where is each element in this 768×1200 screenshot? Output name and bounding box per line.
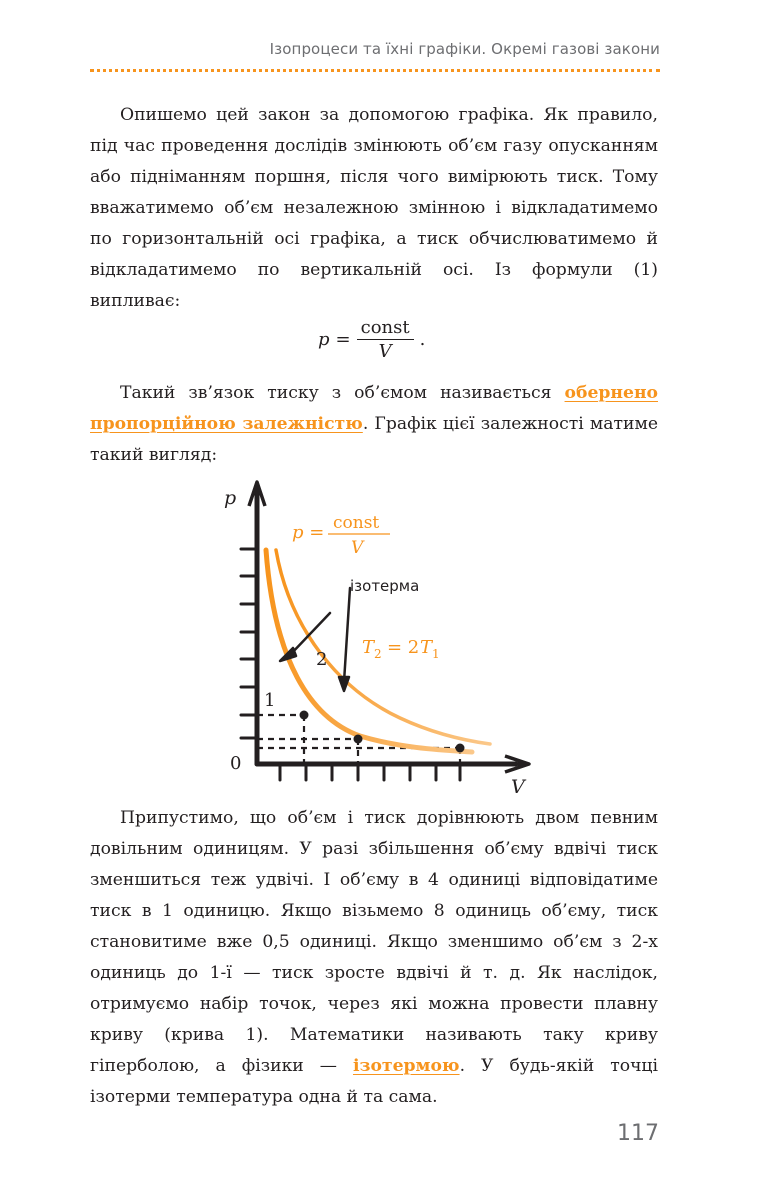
formula-end: . bbox=[419, 328, 426, 350]
running-head: Ізопроцеси та їхні графіки. Окремі газові закони bbox=[269, 40, 660, 58]
origin-label: 0 bbox=[230, 753, 242, 774]
isotherm-label: ізотерма bbox=[350, 577, 420, 595]
axis-v-arrow bbox=[500, 756, 529, 772]
axis-p-label: p bbox=[224, 487, 237, 509]
formula-lhs: p bbox=[318, 328, 330, 350]
graph-formula bbox=[292, 513, 390, 558]
graph-formula-num: const bbox=[333, 513, 380, 533]
paragraph-3 bbox=[90, 803, 658, 1113]
term-inverse-proportion: обернено пропорційною залежністю bbox=[90, 383, 658, 434]
paragraph-2-text-end: . Графік цієї залежності матиме такий вигляд: bbox=[90, 414, 658, 465]
temp-t1: T bbox=[420, 637, 433, 658]
point-b bbox=[354, 735, 363, 744]
temp-eq: = 2 bbox=[387, 637, 420, 658]
formula-equals: = bbox=[335, 328, 351, 350]
curve-2-label: 2 bbox=[316, 649, 328, 670]
paragraph-3-text: Припустимо, що об’єм і тиск дорівнюють двом певним довільним одиницям. У разі збільшення об’єму вдвічі тиск зменшиться теж удвічі. І об’єму в 4 одиниці відповідатиме тиск в 1 одиницю. Якщо візьмемо 8 одиниць об’єму, тиск становитиме вже 0,5 одиниці. Якщо зменшимо об’єм з 2-х одиниць до 1-ї — тиск зросте вдвічі й т. д. Як наслідок, отримуємо набір точок, через які можна провести плавну криву (крива 1). Математики називають таку криву гіперболою, а фізики — bbox=[90, 808, 658, 1076]
paragraph-1: Опишемо цей закон за допомогою графіка. Як правило, під час проведення дослідів змінюють об’єм газу опусканням або підніманням поршня, після чого вимірюють тиск. Тому вважатимемо об’єм незалежною змінною і відкладатимемо по горизонтальній осі графіка, а тиск обчислюватимемо й відкладатимемо по вертикальній осі. Із формули (1) випливає: bbox=[90, 105, 658, 311]
curve-1-label: 1 bbox=[264, 690, 276, 711]
formula-pressure bbox=[318, 312, 425, 366]
axis-v-label: V bbox=[511, 776, 525, 795]
formula-denominator: V bbox=[378, 340, 392, 362]
paragraph-2 bbox=[90, 378, 658, 471]
paragraph-2-text: Такий зв’язок тиску з об’ємом називається bbox=[120, 383, 565, 403]
temp-t1-sub: 1 bbox=[432, 647, 440, 661]
point-c bbox=[456, 744, 465, 753]
term-isotherm: ізотермою bbox=[352, 1056, 460, 1076]
formula-fraction bbox=[357, 317, 414, 362]
temp-t2: T bbox=[362, 637, 375, 658]
header-divider bbox=[90, 69, 660, 72]
paragraph-3-text-end: . У будь-якій точці ізотерми температура одна й та сама. bbox=[90, 1056, 658, 1107]
isotherm-graph bbox=[200, 470, 540, 795]
graph-formula-den: V bbox=[351, 538, 364, 558]
axis-p-arrow bbox=[249, 482, 265, 510]
point-a bbox=[300, 711, 309, 720]
temp-t2-sub: 2 bbox=[374, 647, 382, 661]
temperature-relation bbox=[362, 637, 440, 661]
formula-numerator: const bbox=[357, 317, 414, 340]
graph-formula-lhs: p = bbox=[292, 522, 325, 543]
page-number: 117 bbox=[617, 1121, 659, 1146]
